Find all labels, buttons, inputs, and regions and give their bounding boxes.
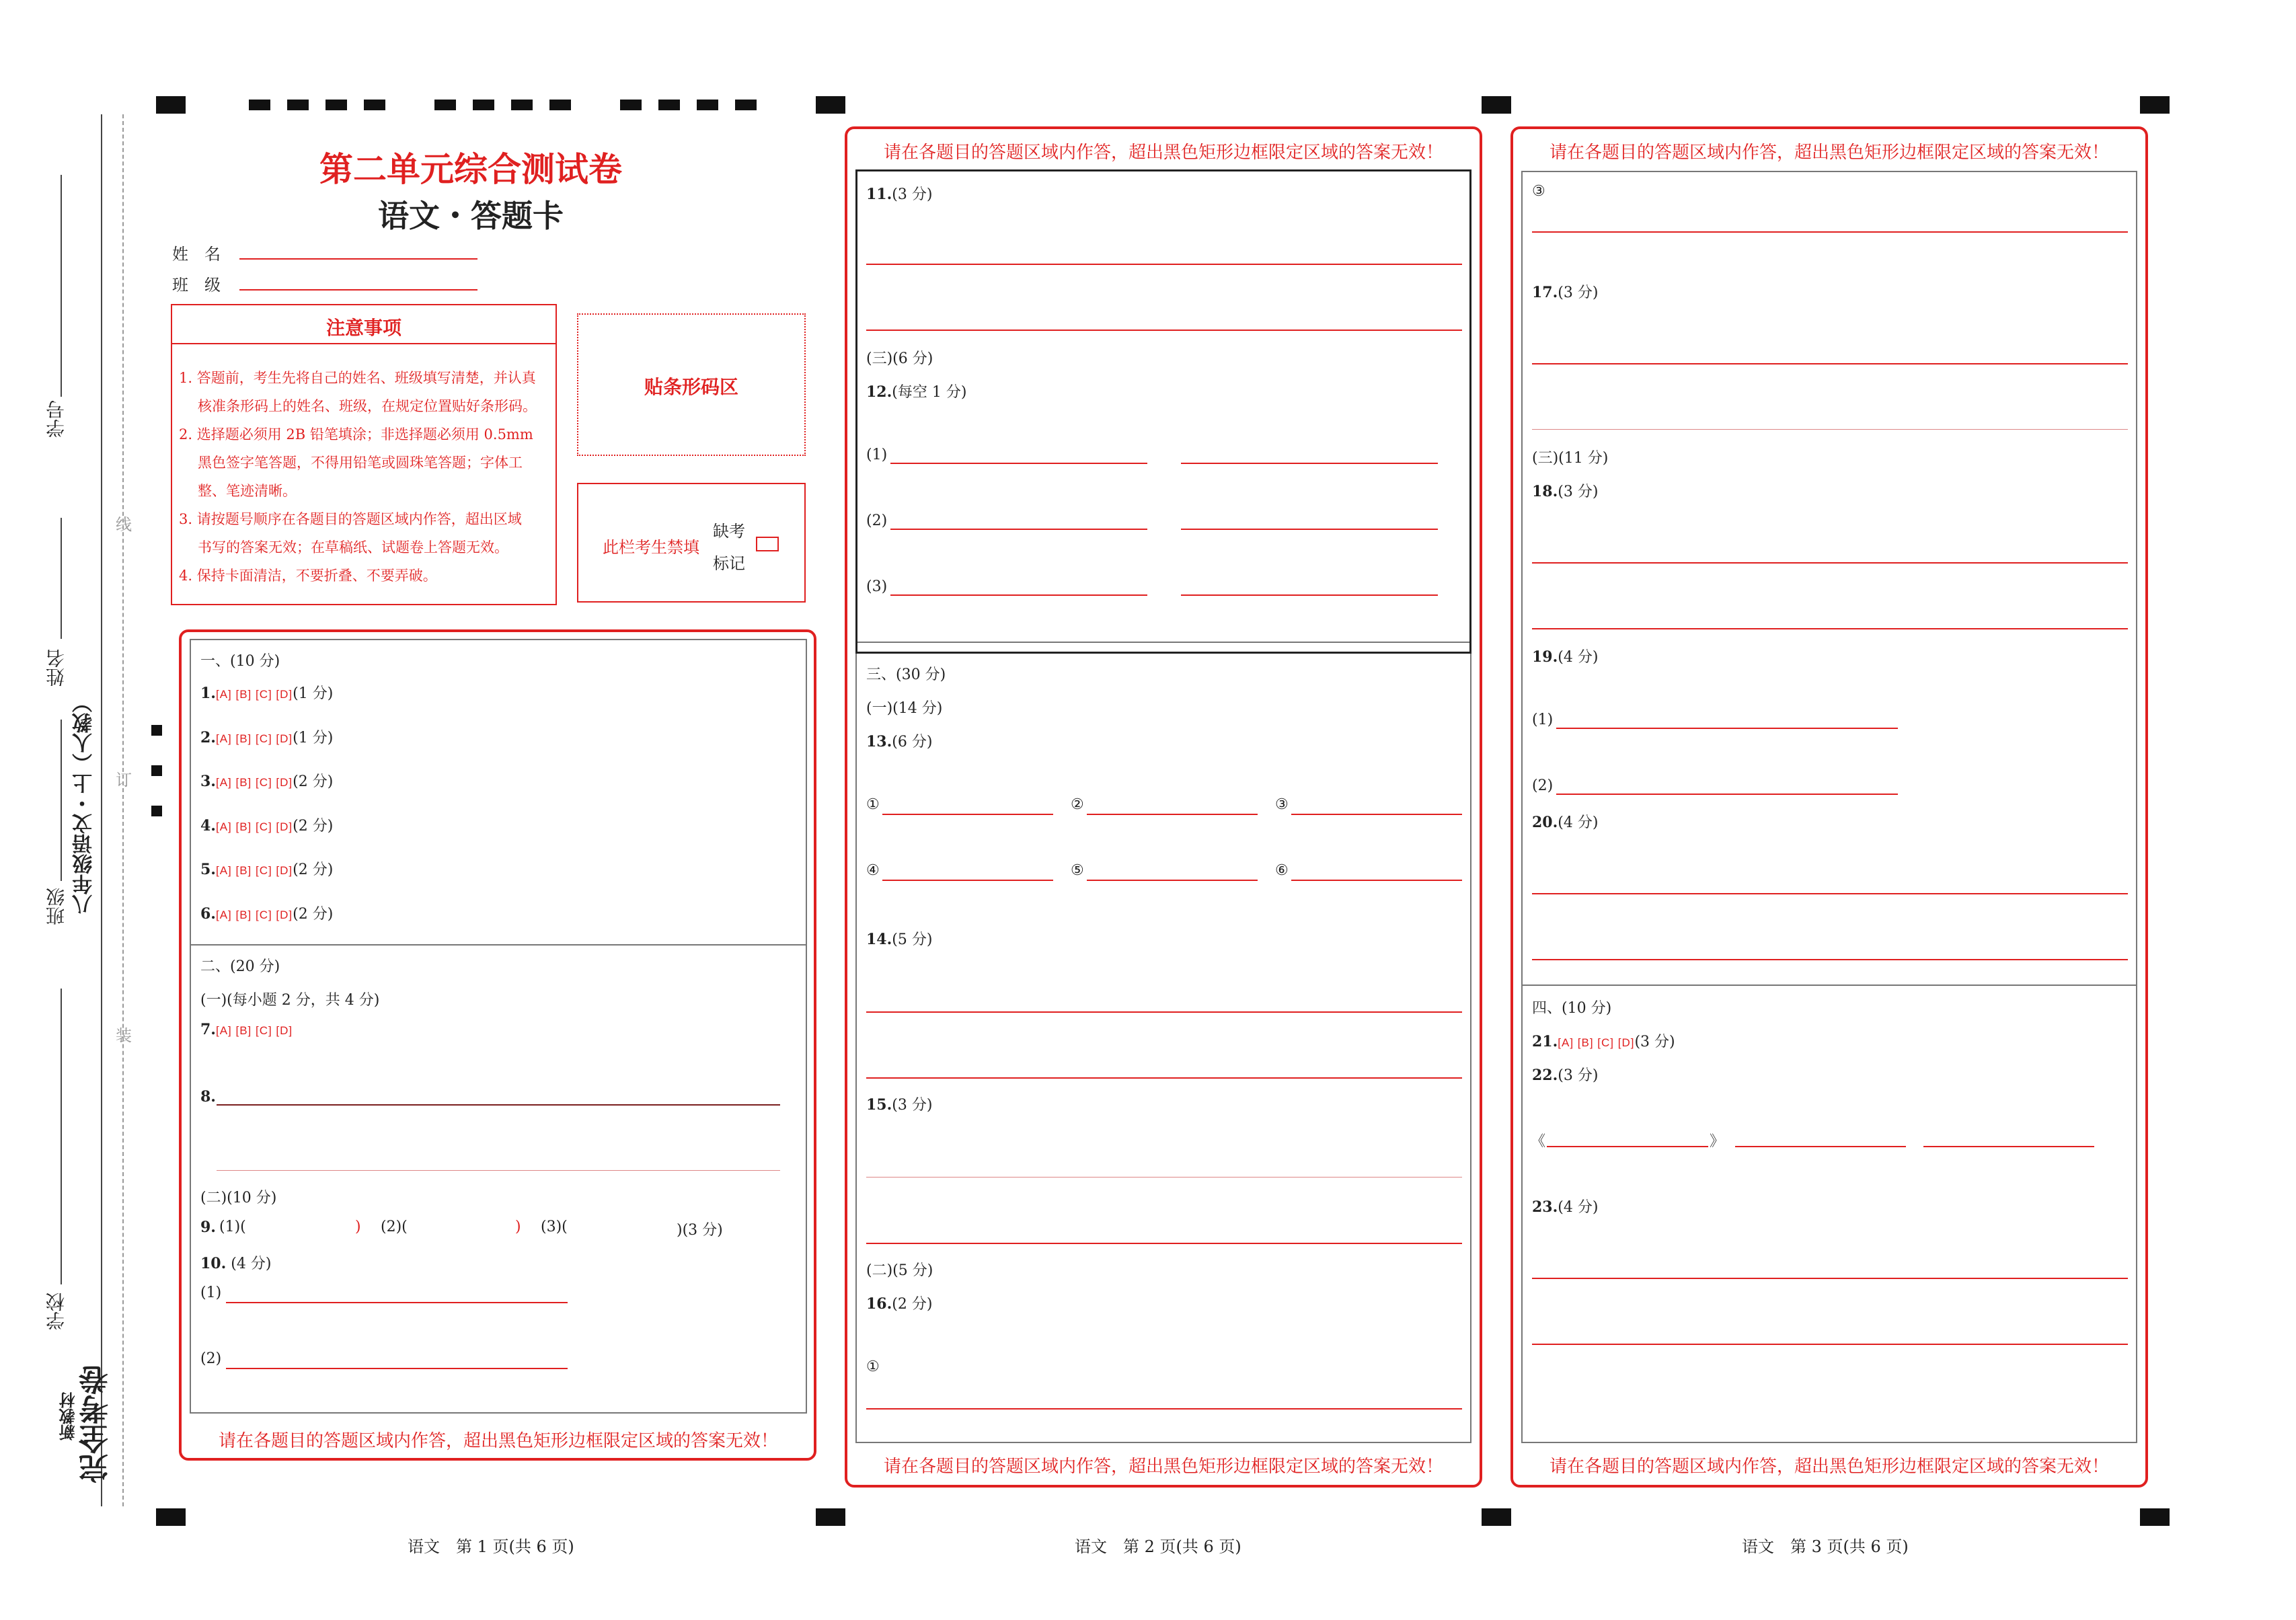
q5-options[interactable]: [A] [B] [C] [D] [215,864,293,877]
student-id-label: 学号 [45,400,67,438]
warning-text: 请在各题目的答题区域内作答，超出黑色矩形边框限定区域的答案无效！ [883,143,1443,163]
warning-text: 请在各题目的答题区域内作答，超出黑色矩形边框限定区域的答案无效！ [218,1431,778,1451]
q13-c3: ③ [1275,796,1289,813]
notes-item: 整、笔迹清晰。 [198,483,297,499]
q10-part1-label: (1) [200,1284,222,1301]
notes-item: 书写的答案无效；在草稿纸、试题卷上答题无效。 [198,539,508,555]
q22-line-3[interactable] [1923,1146,2094,1147]
q8-answer-line[interactable] [217,1104,780,1106]
alignment-mark [1482,1508,1511,1526]
class-field[interactable] [239,289,477,291]
q19-row: 19.(4 分) [1532,648,1599,666]
q22-book-close: 》 [1710,1133,1725,1150]
q15-line-2[interactable] [866,1243,1462,1244]
name-label-side: 姓名 [45,649,67,687]
q14-row: 14.(5 分) [866,931,933,948]
notes-item: 3. 请按题号顺序在各题目的答题区域内作答，超出区域 [179,511,522,527]
q17-line-1[interactable] [1532,363,2128,364]
notes-item: 黑色签字笔答题，不得用铅笔或圆珠笔答题；字体工 [198,455,523,471]
q16-line-3[interactable] [1532,231,2128,233]
section-3a-heading: (三)(6 分) [866,350,933,367]
q8-label: 8. [200,1088,216,1106]
alignment-mark [156,1508,186,1526]
q2-row: 2.[A] [B] [C] [D](1 分) [200,729,334,746]
cut-label-2: 订 [116,771,132,789]
q12-p1-line-b[interactable] [1181,463,1438,464]
q23-line-1[interactable] [1532,1278,2128,1279]
q13-c5: ⑤ [1071,862,1084,879]
section-two-sub1: (一)(每小题 2 分，共 4 分) [200,992,380,1009]
section-one-heading: 一、(10 分) [200,653,280,670]
q9-blank-2[interactable]: (2)( [381,1219,408,1235]
alignment-mark [2140,1508,2170,1526]
q14-line-2[interactable] [866,1077,1462,1079]
q20-line-1[interactable] [1532,893,2128,894]
q20-row: 20.(4 分) [1532,814,1599,831]
q10-part2-line[interactable] [226,1368,568,1369]
page-footer-3: 语文 第 3 页(共 6 页) [1742,1537,1909,1556]
q23-line-2[interactable] [1532,1344,2128,1345]
q11-row: 11.(3 分) [866,186,933,203]
q23-row: 23.(4 分) [1532,1198,1599,1216]
q12-p3-line-a[interactable] [890,594,1147,596]
barcode-label: 贴条形码区 [644,376,738,398]
q22-line-2[interactable] [1735,1146,1906,1147]
section-four-heading: 四、(10 分) [1532,1000,1612,1017]
q12-p2-line-a[interactable] [890,529,1147,530]
q15-row: 15.(3 分) [866,1096,933,1114]
q3-row: 3.[A] [B] [C] [D](2 分) [200,773,334,790]
q18-row: 18.(3 分) [1532,483,1599,500]
q8-answer-line-2[interactable] [217,1170,780,1171]
q12-p3: (3) [866,578,888,595]
q9-row: 9. [200,1219,216,1236]
section-two-heading: 二、(20 分) [200,958,280,975]
name-field[interactable] [239,258,477,260]
section-two-sub2: (二)(10 分) [200,1190,277,1206]
q16-c3: ③ [1532,183,1545,200]
q4-options[interactable]: [A] [B] [C] [D] [215,820,293,833]
q1-row: 1.[A] [B] [C] [D](1 分) [200,685,334,702]
q17-row: 17.(3 分) [1532,284,1599,301]
q6-options[interactable]: [A] [B] [C] [D] [215,909,293,921]
q22-book-open: 《 [1531,1133,1546,1150]
q7-options[interactable]: [A] [B] [C] [D] [215,1024,293,1037]
q9-close-2: ) [515,1219,521,1235]
answer-frame-2-top [855,169,1471,654]
q7-row: 7.[A] [B] [C] [D] [200,1021,293,1038]
notes-item: 4. 保持卡面清洁，不要折叠、不要弄破。 [179,568,437,584]
q12-p2-line-b[interactable] [1181,529,1438,530]
q9-blank-3[interactable]: (3)( [541,1219,568,1235]
q10-part1-line[interactable] [226,1302,568,1303]
section-three-sub2: (二)(5 分) [866,1262,933,1279]
q19-p1-line[interactable] [1556,728,1898,729]
notes-box [171,304,557,605]
q21-options[interactable]: [A] [B] [C] [D] [1558,1036,1635,1049]
q17-line-2[interactable] [1532,429,2128,430]
q4-row: 4.[A] [B] [C] [D](2 分) [200,817,334,835]
class-field-label: 班 级 [172,276,221,295]
q9-points: )(3 分) [677,1222,723,1239]
q19-p1: (1) [1532,711,1554,728]
q13-c6-line[interactable] [1291,880,1462,881]
alignment-mark [816,96,845,114]
warning-text: 请在各题目的答题区域内作答，超出黑色矩形边框限定区域的答案无效！ [1549,143,2109,163]
q5-row: 5.[A] [B] [C] [D](2 分) [200,861,334,878]
alignment-mark [816,1508,845,1526]
q19-p2: (2) [1532,777,1554,794]
cut-label-1: 线 [116,515,132,534]
notes-title: 注意事项 [326,317,401,339]
q12-p3-line-b[interactable] [1181,594,1438,596]
q13-c1-line[interactable] [882,814,1053,815]
answer-frame-2 [855,642,1471,1443]
q13-c4: ④ [866,862,880,879]
section-three-heading: 三、(30 分) [866,666,946,683]
q18-line-2[interactable] [1532,628,2128,629]
warning-text: 请在各题目的答题区域内作答，超出黑色矩形边框限定区域的答案无效！ [1549,1457,2109,1477]
page-subtitle: 语文・答题卡 [378,198,564,234]
notes-item: 2. 选择题必须用 2B 铅笔填涂；非选择题必须用 0.5mm [179,426,533,442]
q16-c1: ① [866,1358,880,1375]
school-label-side: 学校 [45,1293,67,1330]
q20-line-2[interactable] [1532,959,2128,960]
q3-options[interactable]: [A] [B] [C] [D] [215,776,293,789]
q13-c1: ① [866,796,880,813]
barcode-area [577,313,806,456]
q14-line-1[interactable] [866,1011,1462,1013]
grade-label: 八年级语文・上（人教） [73,693,96,915]
q12-row: 12.(每空 1 分) [866,383,967,401]
q13-c5-line[interactable] [1087,880,1258,881]
q22-book-line[interactable] [1547,1146,1708,1147]
q9-close-1: ) [355,1219,361,1235]
absent-box [577,483,806,603]
q12-p1: (1) [866,447,888,463]
q16-row: 16.(2 分) [866,1295,933,1313]
alignment-mark [2140,96,2170,114]
q11-line-2[interactable] [866,330,1462,331]
absent-checkbox[interactable] [756,537,779,551]
q12-p1-line-a[interactable] [890,463,1147,464]
class-label-side: 班级 [45,888,67,925]
q11-line-1[interactable] [866,264,1462,265]
alignment-mark [1482,96,1511,114]
absent-mark-text1: 缺考 [713,522,745,541]
q1-options[interactable]: [A] [B] [C] [D] [215,688,293,701]
q15-line-1[interactable] [866,1177,1462,1178]
page-footer-2: 语文 第 2 页(共 6 页) [1075,1537,1241,1556]
absent-label: 此栏考生禁填 [603,538,699,557]
section-three-sub1: (一)(14 分) [866,700,943,717]
q21-row: 21.[A] [B] [C] [D](3 分) [1532,1033,1675,1050]
q13-c2: ② [1071,796,1084,813]
q13-c2-line[interactable] [1087,814,1258,815]
page-footer-1: 语文 第 1 页(共 6 页) [408,1537,574,1556]
warning-text: 请在各题目的答题区域内作答，超出黑色矩形边框限定区域的答案无效！ [883,1457,1443,1477]
q13-c6: ⑥ [1275,862,1289,879]
name-field-label: 姓 名 [172,245,221,264]
notes-item: 核准条形码上的姓名、班级，在规定位置贴好条形码。 [198,398,537,414]
q18-line-1[interactable] [1532,562,2128,564]
q13-row: 13.(6 分) [866,733,933,750]
brand-small: 新教材 [59,1392,78,1440]
notes-item: 1. 答题前，考生先将自己的姓名、班级填写清楚，并认真 [179,370,536,386]
cut-label-3: 装 [116,1026,132,1045]
q9-blank-1[interactable]: (1)( [219,1219,246,1235]
q19-p2-line[interactable] [1556,794,1898,795]
q10-row: 10. (4 分) [200,1255,272,1272]
answer-frame-3 [1521,171,2137,1443]
section-3b-heading: (三)(11 分) [1532,450,1609,467]
q2-options[interactable]: [A] [B] [C] [D] [215,732,293,745]
page-title: 第二单元综合测试卷 [319,149,622,189]
absent-mark-text2: 标记 [713,554,745,573]
alignment-mark [156,96,186,114]
q10-part2-label: (2) [200,1350,222,1367]
q22-row: 22.(3 分) [1532,1067,1599,1084]
q13-c3-line[interactable] [1291,814,1462,815]
q16-line-1[interactable] [866,1408,1462,1410]
brand-logo: 完全考卷 [79,1365,114,1483]
q12-p2: (2) [866,512,888,529]
q13-c4-line[interactable] [882,880,1053,881]
q6-row: 6.[A] [B] [C] [D](2 分) [200,905,334,923]
